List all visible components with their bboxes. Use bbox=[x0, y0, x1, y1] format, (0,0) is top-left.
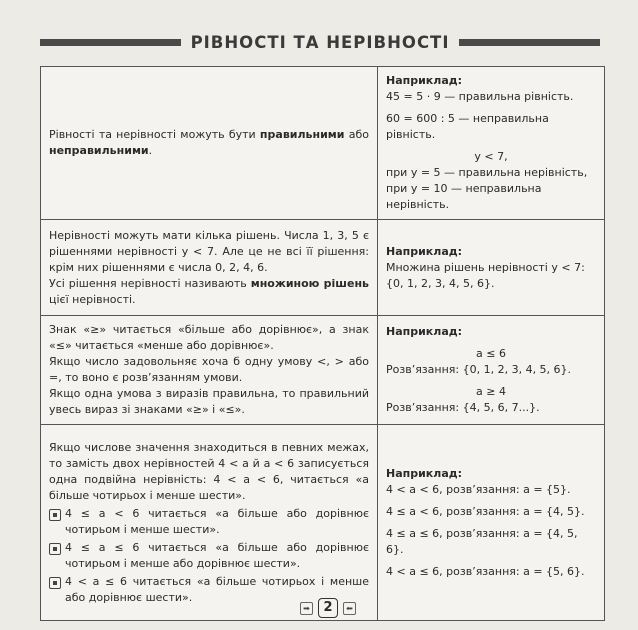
table-row bbox=[41, 425, 605, 621]
table-row bbox=[41, 220, 605, 316]
page-number: 2 bbox=[318, 598, 338, 618]
bullet-icon bbox=[49, 509, 61, 521]
table-row bbox=[41, 67, 605, 220]
banner-bar-right bbox=[459, 39, 600, 46]
example-cell: Наприклад: 4 < a < 6, розв’язання: a = {5}. 4 ≤ a < 6, розв’язання: a = {4, 5}. 4 ≤ a ≤ 6, розв’язання: a = {4, 5, 6}. 4 < a ≤ 6, розв’язання: a = {5, 6}. bbox=[378, 425, 605, 621]
page-footer bbox=[300, 598, 356, 618]
list-item: 4 ≤ a ≤ 6 читається «a більше або дорівнює чотирьом і менше або дорівнює шести». bbox=[49, 540, 369, 572]
list-item: 4 < a ≤ 6 читається «a більше чотирьох і менше або дорівнює шести». bbox=[49, 574, 369, 606]
rule-cell: Знак «≥» читається «більше або дорівнює», а знак «≤» читається «менше або дорівнює». Якщо число задовольняє хоча б одну умову <, > або =, то воно є розв’язанням умови. Якщо одна умова з виразів правильна, то правильний увесь вираз зі знаками «≥» і «≤». bbox=[41, 316, 378, 425]
page-title: РІВНОСТІ ТА НЕРІВНОСТІ bbox=[190, 32, 450, 52]
section-banner bbox=[40, 33, 600, 51]
arrow-left-icon: ⬅ bbox=[343, 602, 356, 615]
rule-cell: Рівності та нерівності можуть бути правильними або неправильними. bbox=[41, 67, 378, 220]
bullet-icon bbox=[49, 577, 61, 589]
rules-table bbox=[40, 66, 605, 621]
example-cell: Наприклад: 45 = 5 · 9 — правильна рівність. 60 = 600 : 5 — неправильна рівність. y < 7, при y = 5 — правильна нерівність, при y = 10 — неправильна нерівність. bbox=[378, 67, 605, 220]
example-cell: Наприклад: a ≤ 6 Розв’язання: {0, 1, 2, 3, 4, 5, 6}. a ≥ 4 Розв’язання: {4, 5, 6, 7...}. bbox=[378, 316, 605, 425]
table-row bbox=[41, 316, 605, 425]
list-item: 4 ≤ a < 6 читається «a більше або дорівнює чотирьом і менше шести». bbox=[49, 506, 369, 538]
arrow-right-icon: ➡ bbox=[300, 602, 313, 615]
example-cell: Наприклад: Множина рішень нерівності y < 7: {0, 1, 2, 3, 4, 5, 6}. bbox=[378, 220, 605, 316]
bullet-icon bbox=[49, 543, 61, 555]
banner-bar-left bbox=[40, 39, 181, 46]
rule-cell: Нерівності можуть мати кілька рішень. Числа 1, 3, 5 є рішеннями нерівності y < 7. Але це не всі її рішення: крім них рішеннями є числа 0, 2, 4, 6. Усі рішення нерівності називають множиною рішень цієї нерівності. bbox=[41, 220, 378, 316]
rule-cell: Якщо числове значення знаходиться в певних межах, то замість двох нерівностей 4 < a й a < 6 записується одна подвійна нерівність: 4 < a < 6, читається «a більше чотирьох і менше шести». 4 ≤ a < 6 читається «a більше або дорівнює чотирьом і менше шести». 4 ≤ a ≤ 6 читається «a більше або дорівнює чотирьом і менше або дорівнює шести». 4 < a ≤ 6 читається «a більше чотирьох і менше або дорівнює шести». bbox=[41, 425, 378, 621]
